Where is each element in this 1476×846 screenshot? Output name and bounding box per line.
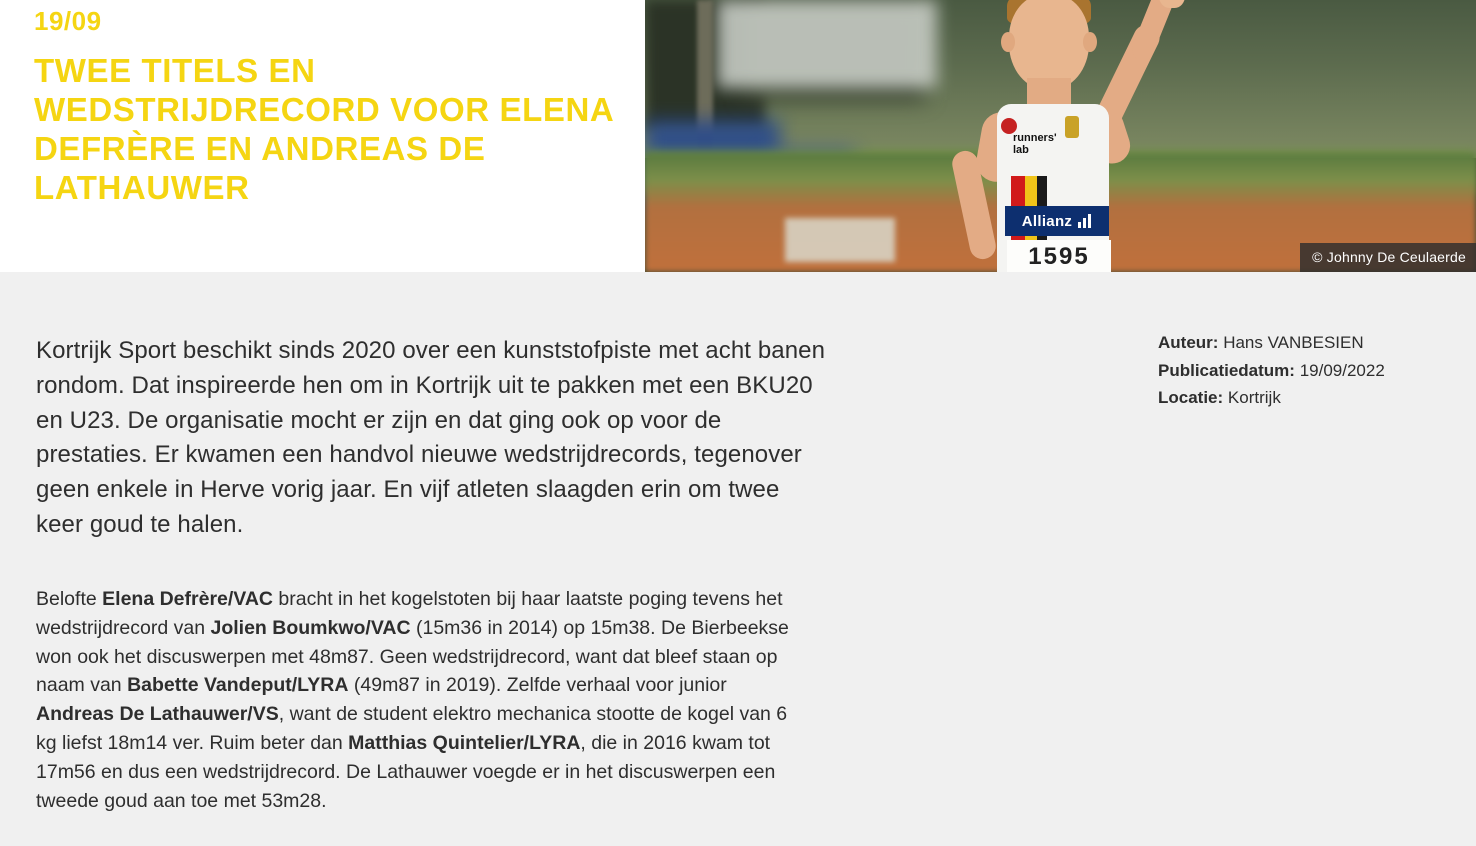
article-body-paragraph	[36, 585, 796, 816]
hero-text-block	[0, 0, 646, 272]
allianz-bars-icon	[1078, 214, 1092, 228]
athlete-name: Babette Vandeput/LYRA	[127, 674, 349, 697]
article-lead-paragraph: Kortrijk Sport beschikt sinds 2020 over een kunststofpiste met acht banen rondom. Dat inspireerde hen om in Kortrijk uit te pakken met een BKU20 en U23. De organisatie mocht er zijn en dat ging ook op voor de prestaties. Er kwamen een handvol nieuwe wedstrijdrecords, tegenover geen enkele in Herve vorig jaar. En vijf atleten slaagden erin om twee keer goud te halen.	[36, 337, 826, 538]
metadata-date-row	[1158, 357, 1458, 385]
photo-credit: © Johnny De Ceulaerde	[1300, 243, 1476, 272]
athlete-name: Andreas De Lathauwer/VS	[36, 703, 279, 726]
metadata-location-value: Kortrijk	[1227, 388, 1281, 408]
athlete-figure	[945, 0, 1205, 272]
metadata-location-label: Locatie:	[1158, 388, 1224, 408]
text-run: bracht in het kogelstoten bij haar laatste poging tevens het wedstrijdrecord van	[36, 587, 783, 639]
athlete-head	[1009, 0, 1089, 90]
article-date: 19/09	[34, 6, 102, 36]
athlete-ear	[1001, 32, 1015, 52]
athlete-name: Jolien Boumkwo/VAC	[210, 616, 411, 639]
metadata-location-row	[1158, 384, 1458, 412]
athlete-ear	[1083, 32, 1097, 52]
jersey-brand-text: runners' lab	[1013, 132, 1057, 156]
athlete-name: Matthias Quintelier/LYRA	[348, 732, 581, 755]
metadata-author-value: Hans VANBESIEN	[1223, 333, 1364, 352]
text-run: , die in 2016 kwam tot 17m56 en dus een wedstrijdrecord. De Lathauwer voegde er in het discuswerpen een tweede goud aan toe met 53m28.	[36, 732, 776, 812]
athlete-bib-number: 1595	[1007, 240, 1111, 272]
metadata-author-row	[1158, 329, 1458, 357]
hero-banner	[0, 0, 1476, 272]
text-run: (49m87 in 2019). Zelfde verhaal voor junior	[348, 674, 727, 697]
athlete-name: Elena Defrère/VAC	[102, 587, 274, 610]
photo-blur-shape	[717, 0, 937, 88]
article-metadata	[1158, 329, 1458, 412]
metadata-date-value: 19/09/2022	[1299, 360, 1385, 380]
article-column	[36, 334, 826, 816]
hero-photo	[645, 0, 1476, 272]
photo-blur-shape	[785, 218, 895, 262]
article-content	[0, 272, 1476, 846]
metadata-date-label: Publicatiedatum:	[1158, 360, 1295, 380]
metadata-author-label: Auteur:	[1158, 333, 1219, 352]
text-run: Belofte	[36, 587, 103, 610]
jersey-sponsor-text: Allianz	[1005, 206, 1109, 236]
text-run: , want de student elektro mechanica stootte de kogel van 6 kg liefst 18m14 ver. Ruim beter dan	[36, 703, 788, 755]
page-title: TWEE TITELS EN WEDSTRIJDRECORD VOOR ELENA DEFRÈRE EN ANDREAS DE LATHAUWER	[34, 52, 614, 206]
text-run: (15m36 in 2014) op 15m38. De Bierbeekse won ook het discuswerpen met 48m87. Geen wedstrijdrecord, want dat bleef staan op naam van	[36, 616, 789, 697]
